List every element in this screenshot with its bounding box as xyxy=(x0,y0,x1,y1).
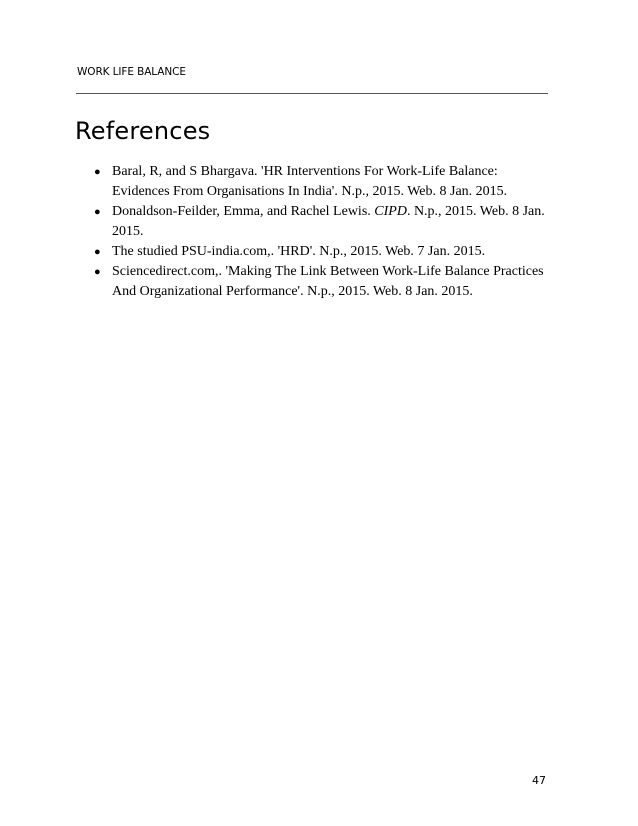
reference-item xyxy=(94,242,554,262)
bullet-icon: ● xyxy=(94,266,101,278)
reference-text-part: Sciencedirect.com,. 'Making The Link Between Work-Life Balance Practices And Organizational Performance'. N.p., 2015. Web. 8 Jan. 2015. xyxy=(112,264,544,299)
reference-text-part: Donaldson-Feilder, Emma, and Rachel Lewis. xyxy=(112,204,375,219)
references-heading: References xyxy=(75,117,211,145)
references-list xyxy=(94,162,554,302)
reference-italic-title: CIPD xyxy=(374,204,407,219)
bullet-icon: ● xyxy=(94,166,101,178)
reference-text xyxy=(112,162,554,202)
page-number: 47 xyxy=(532,774,546,787)
reference-text xyxy=(112,242,554,262)
reference-item xyxy=(94,262,554,302)
reference-text xyxy=(112,202,554,242)
reference-item xyxy=(94,162,554,202)
bullet-icon: ● xyxy=(94,246,101,258)
reference-text-part: . N.p., 2015. Web. 8 Jan. 2015. xyxy=(112,204,545,239)
header-divider xyxy=(76,93,548,94)
reference-item xyxy=(94,202,554,242)
running-header: WORK LIFE BALANCE xyxy=(77,66,186,78)
reference-text-part: Baral, R, and S Bhargava. 'HR Interventions For Work-Life Balance: Evidences From Organisations In India'. N.p., 2015. Web. 8 Jan. 2015. xyxy=(112,164,508,199)
reference-text-part: The studied PSU-india.com,. 'HRD'. N.p., 2015. Web. 7 Jan. 2015. xyxy=(112,244,486,259)
bullet-icon: ● xyxy=(94,206,101,218)
reference-text xyxy=(112,262,554,302)
